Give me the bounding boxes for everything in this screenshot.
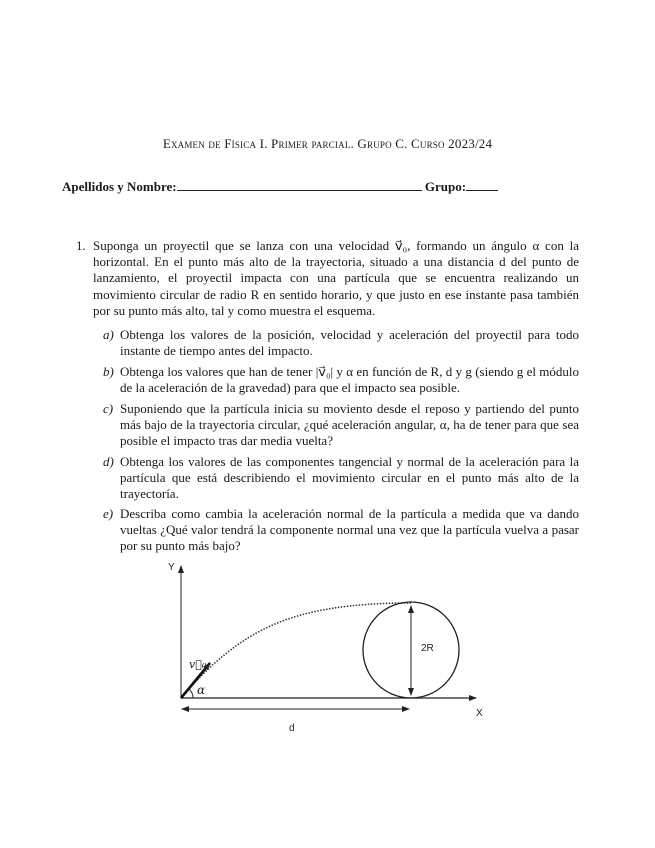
x-axis-label: X <box>476 708 483 719</box>
exam-title: Examen de Física I. Primer parcial. Grupo C. Curso 2023/24 <box>162 136 493 151</box>
part-text: Obtenga los valores que han de tener |v⃗₀| y α en función de R, d y g (siendo g el módulo de la aceleración de la gravedad) para que el impacto sea posible. <box>120 364 579 396</box>
part-label: c) <box>103 401 114 416</box>
velocity-label: v⃗₀ <box>189 658 207 671</box>
question-number: 1. <box>76 238 86 253</box>
part-label: e) <box>103 506 114 521</box>
name-label: Apellidos y Nombre: <box>62 179 177 194</box>
part-text: Obtenga los valores de las componentes tangencial y normal de la aceleración para la partícula que está describiendo el movimiento circular en el punto más alto de la trayectoría. <box>120 454 579 502</box>
angle-label: α <box>197 683 206 697</box>
angle-arc <box>189 689 193 698</box>
part-text: Obtenga los valores de la posición, velocidad y aceleración del proyectil para todo instante de tiempo antes del impacto. <box>120 327 579 359</box>
part-label: b) <box>103 364 114 379</box>
part-label: a) <box>103 327 114 342</box>
diameter-label: 2R <box>421 643 434 654</box>
question-text: Suponga un proyectil que se lanza con una velocidad v⃗₀, formando un ángulo α con la horizontal. En el punto más alto de la trayectoria, situado a una distancia d del punto de lanzamiento, el proyectil impacta con una partícula que se encuentra realizando un movimiento circular de radio R en sentido horario, y que justo en ese instante pasa también por su punto más alto, tal y como muestra el esquema. <box>93 238 579 318</box>
part-text: Suponiendo que la partícula inicia su moviento desde el reposo y partiendo del punto más bajo de la trayectoria circular, ¿qué aceleración angular, α, ha de tener para que sea posible el impacto tras dar media vuelta? <box>120 401 579 449</box>
group-label: Grupo: <box>424 179 467 194</box>
distance-label: d <box>289 723 295 734</box>
part-label: d) <box>103 454 114 469</box>
part-text: Describa como cambia la aceleración normal de la partícula a medida que va dando vueltas ¿Qué valor tendrá la componente normal una vez que la partícula vuelva a pasar por su punto más bajo? <box>120 506 579 554</box>
y-axis-label: Y <box>168 562 175 573</box>
